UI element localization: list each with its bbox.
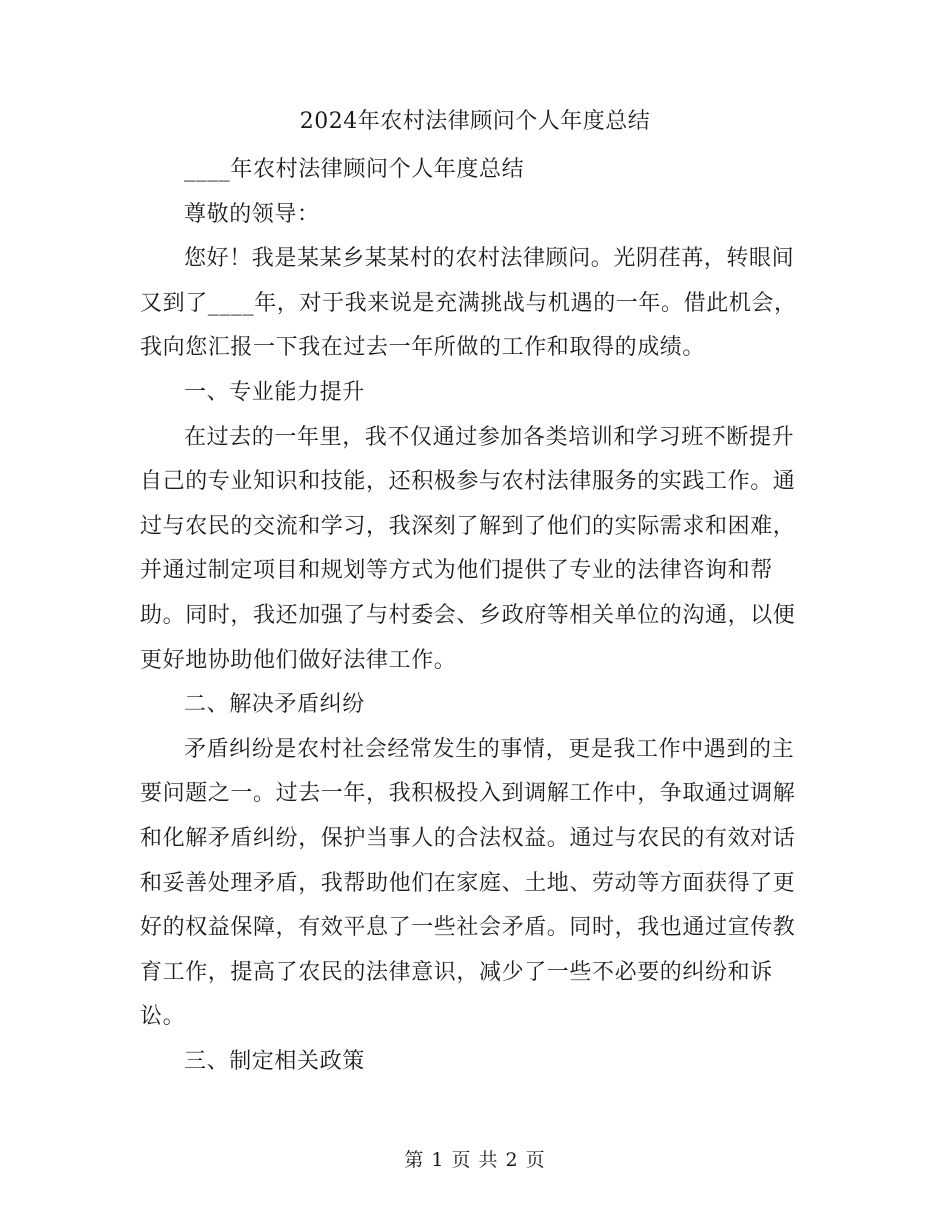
section-heading-3: 三、制定相关政策 bbox=[184, 1048, 365, 1074]
document-body bbox=[140, 148, 798, 1084]
page-number-footer: 第 1 页 共 2 页 bbox=[404, 1149, 546, 1171]
intro-paragraph: 您好！我是某某乡某某村的农村法律顾问。光阴荏苒，转眼间又到了____年，对于我来说是充满挑战与机遇的一年。借此机会，我向您汇报一下我在过去一年所做的工作和取得的成绩。 bbox=[140, 246, 797, 361]
section-heading-1: 一、专业能力提升 bbox=[184, 379, 365, 405]
section-body-2: 矛盾纠纷是农村社会经常发生的事情，更是我工作中遇到的主要问题之一。过去一年，我积极投入到调解工作中，争取通过调解和化解矛盾纠纷，保护当事人的合法权益。通过与农民的有效对话和妥善处理矛盾，我帮助他们在家庭、土地、劳动等方面获得了更好的权益保障，有效平息了一些社会矛盾。同时，我也通过宣传教育工作，提高了农民的法律意识，减少了一些不必要的纠纷和诉讼。 bbox=[140, 736, 796, 1030]
section-body-1: 在过去的一年里，我不仅通过参加各类培训和学习班不断提升自己的专业知识和技能，还积极参与农村法律服务的实践工作。通过与农民的交流和学习，我深刻了解到了他们的实际需求和困难，并通过制定项目和规划等方式为他们提供了专业的法律咨询和帮助。同时，我还加强了与村委会、乡政府等相关单位的沟通，以便更好地协助他们做好法律工作。 bbox=[140, 424, 796, 673]
section-heading-2: 二、解决矛盾纠纷 bbox=[184, 692, 365, 718]
document-title: 2024年农村法律顾问个人年度总结 bbox=[299, 109, 651, 134]
salutation-paragraph: 尊敬的领导： bbox=[184, 201, 320, 227]
subtitle-paragraph: ____年农村法律顾问个人年度总结 bbox=[184, 157, 525, 182]
